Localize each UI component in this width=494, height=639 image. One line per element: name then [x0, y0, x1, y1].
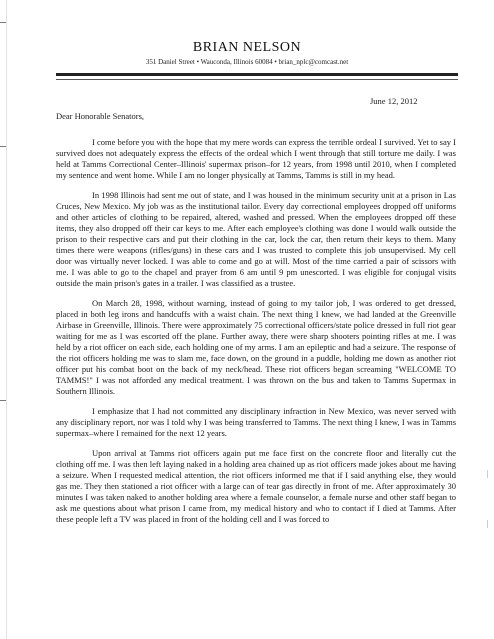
salutation: Dear Honorable Senators, [56, 111, 145, 121]
paragraph: I emphasize that I had not committed any disciplinary infraction in New Mexico, was never served with any disciplinary report, nor was I told why I was being transferred to Tamms. The next thing I knew, I was in Tamms supermax–where I remained for the next 12 years. [56, 406, 456, 438]
letter-date: June 12, 2012 [370, 96, 418, 106]
letter-body [56, 137, 456, 534]
paragraph: On March 28, 1998, without warning, instead of going to my tailor job, I was ordered to get dressed, placed in both leg irons and handcuffs with a waist chain. The next thing I knew, we had landed at the Greenville Airbase in Greenville, Illinois. There were approximately 75 correctional officers/state police dressed in full riot gear waiting for me as I was escorted off the plane. Further away, there were sharp shooters pointing rifles at me. I was held by a riot officer on each side, each holding one of my arms. I am an epileptic and had a seizure. The response of the riot officers holding me was to slam me, face down, on the ground in a puddle, holding me down as another riot officer put his combat boot on the back of my neck/head. These riot officers began screaming "WELCOME TO TAMMS!" I was not afforded any medical treatment. I was thrown on the bus and taken to Tamms Supermax in Southern Illinois. [56, 298, 456, 396]
margin-mark [0, 146, 6, 147]
letterhead-name: BRIAN NELSON [192, 40, 302, 55]
margin-mark [0, 22, 6, 23]
letterhead-rule-thin [56, 79, 458, 80]
paragraph: Upon arrival at Tamms riot officers again put me face first on the concrete floor and literally cut the clothing off me. I was then left laying naked in a holding area chained up as riot officers made jokes about me having a seizure. When I requested medical attention, the riot officers informed me that if I said anything else, they would gas me. They then stationed a riot officer with a large can of tear gas directly in front of me. After approximately 30 minutes I was taken naked to another holding area where a female counselor, a female nurse and other staff began to ask me questions about what prison I came from, my medical history and who to contact if I died at Tamms. After these people left a TV was placed in front of the holding cell and I was forced to [56, 448, 456, 524]
margin-mark [0, 400, 6, 401]
letterhead-address: 351 Daniel Street • Wauconda, Illinois 60084 • brian_nplc@comcast.net [145, 58, 349, 66]
scan-edge-tick [487, 470, 488, 478]
paragraph: In 1998 Illinois had sent me out of state, and I was housed in the minimum security unit at a prison in Las Cruces, New Mexico. My job was as the institutional tailor. Every day correctional employees dropped off uniforms and other articles of clothing to be repaired, altered, washed and pressed. When the employees dropped off these items, they also dropped off their car keys to me. After each employee's clothing was done I would walk outside the prison to their respective cars and put their clothing in the car, lock the car, then return their keys to them. Many times there were weapons (rifles/guns) in these cars and I was trusted to complete this job unsupervised. My cell door was virtually never locked. I was able to come and go at will. Most of the time carried a pair of scissors with me. I was able to go to the chapel and prayer from 6 am until 9 pm unescorted. I was eligible for conjugal visits outside the main prison's gates in a trailer. I was classified as a trustee. [56, 190, 456, 288]
paragraph: I come before you with the hope that my mere words can express the terrible ordeal I survived. Yet to say I survived does not adequately express the effects of the ordeal which I went through that still torture me daily. I was held at Tamms Correctional Center–Illinois' supermax prison–for 12 years, from 1998 until 2010, when I completed my sentence and went home. While I am no longer physically at Tamms, Tamms is still in my head. [56, 137, 456, 180]
letterhead-rule [56, 73, 458, 76]
scan-edge-tick [487, 520, 488, 528]
scan-edge-line [6, 0, 7, 639]
